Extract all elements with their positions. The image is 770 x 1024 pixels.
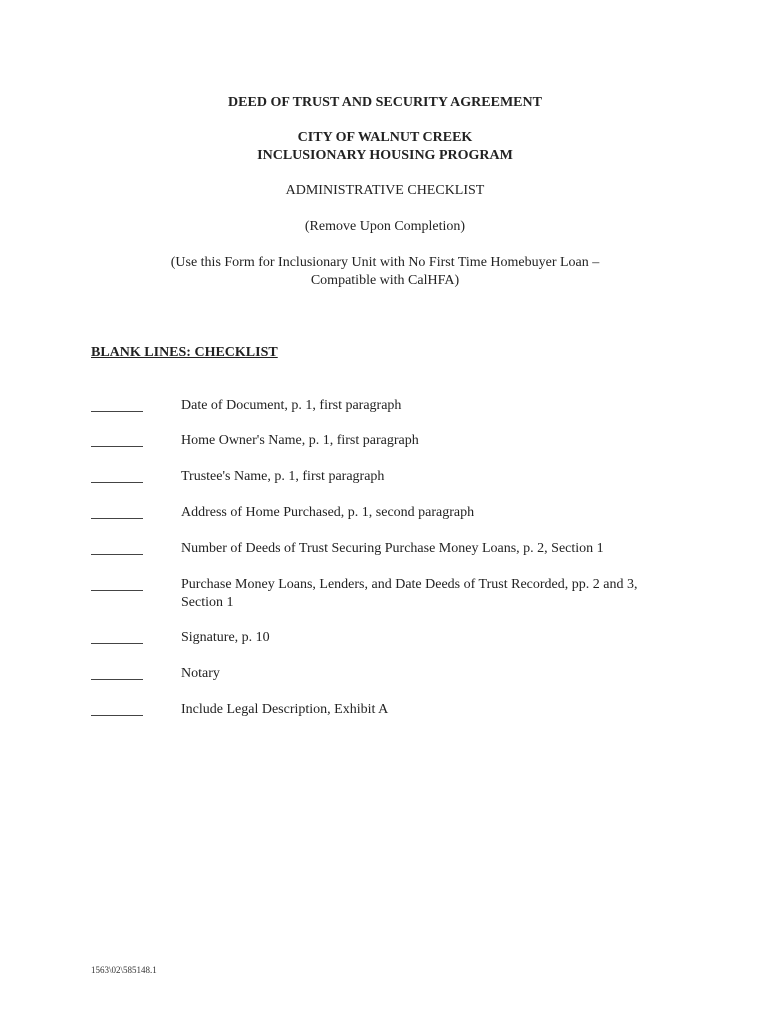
- city-name: CITY OF WALNUT CREEK: [297, 130, 473, 145]
- remove-note: (Remove Upon Completion): [304, 219, 466, 234]
- blank-line[interactable]: [91, 679, 143, 680]
- checklist-item-text-continued: Section 1: [181, 595, 234, 610]
- checklist-subtitle: ADMINISTRATIVE CHECKLIST: [285, 183, 485, 198]
- blank-line[interactable]: [91, 554, 143, 555]
- blank-line[interactable]: [91, 411, 143, 412]
- checklist-heading: BLANK LINES: CHECKLIST: [91, 345, 278, 360]
- blank-line[interactable]: [91, 590, 143, 591]
- blank-line[interactable]: [91, 715, 143, 716]
- program-name: INCLUSIONARY HOUSING PROGRAM: [257, 148, 513, 163]
- use-note-line2: Compatible with CalHFA): [310, 273, 460, 288]
- blank-line[interactable]: [91, 518, 143, 519]
- blank-line[interactable]: [91, 446, 143, 447]
- blank-line[interactable]: [91, 643, 143, 644]
- checklist-item-text: Signature, p. 10: [181, 630, 270, 645]
- blank-line[interactable]: [91, 482, 143, 483]
- checklist-item-text: Trustee's Name, p. 1, first paragraph: [181, 469, 385, 484]
- checklist-item-text: Include Legal Description, Exhibit A: [181, 702, 389, 717]
- use-note-line1: (Use this Form for Inclusionary Unit with No First Time Homebuyer Loan –: [170, 255, 600, 270]
- document-title: DEED OF TRUST AND SECURITY AGREEMENT: [228, 95, 542, 110]
- checklist-item-text: Number of Deeds of Trust Securing Purchase Money Loans, p. 2, Section 1: [181, 541, 604, 556]
- checklist-item-text: Purchase Money Loans, Lenders, and Date Deeds of Trust Recorded, pp. 2 and 3,: [181, 577, 638, 592]
- checklist-item-text: Date of Document, p. 1, first paragraph: [181, 398, 402, 413]
- document-id-footer: 1563\02\585148.1: [91, 965, 157, 975]
- checklist-item-text: Home Owner's Name, p. 1, first paragraph: [181, 433, 419, 448]
- checklist-item-text: Notary: [181, 666, 220, 681]
- checklist-item-text: Address of Home Purchased, p. 1, second paragraph: [181, 505, 475, 520]
